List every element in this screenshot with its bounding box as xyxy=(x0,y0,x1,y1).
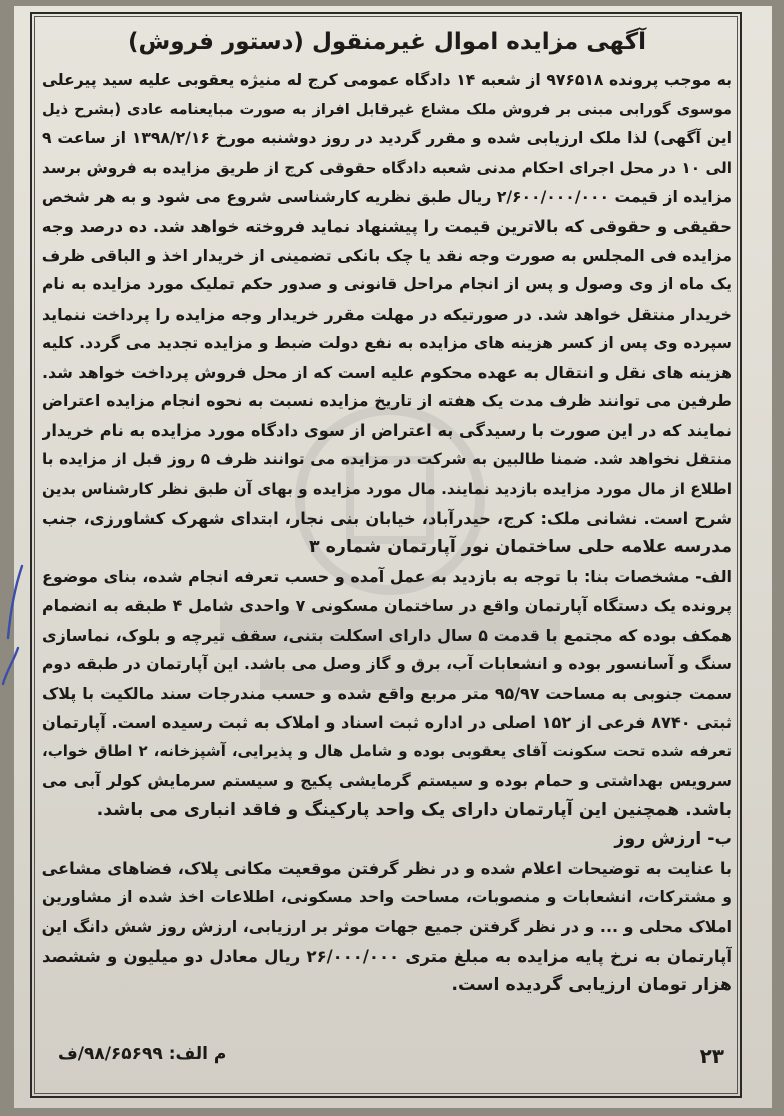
notice-line: مدرسه علامه حلی ساختمان نور آپارتمان شماره ۳ xyxy=(308,537,732,557)
notice-line: هزار تومان ارزیابی گردیده است. xyxy=(451,974,732,995)
notice-line: سمت جنوبی به مساحت ۹۵/۹۷ متر مربع واقع شده و حسب مندرجات سند مالکیت با پلاک xyxy=(42,683,732,703)
notice-line: حقیقی و حقوقی که بالاترین قیمت را پیشنهاد نماید فروخته خواهد شد. ده درصد وجه xyxy=(42,216,732,236)
notice-line: باشد. همچنین این آپارتمان دارای یک واحد پارکینگ و فاقد انباری می باشد. xyxy=(96,799,732,820)
page-number: ۲۳ xyxy=(699,1044,724,1068)
notice-line: الی ۱۰ در محل اجرای احکام مدنی شعبه دادگاه حقوقی کرج از طریق مزایده به فروش برسد xyxy=(42,158,732,177)
notice-line: به موجب پرونده ۹۷۶۵۱۸ از شعبه ۱۴ دادگاه عمومی کرج له منیژه یعقوبی علیه سید پیرعلی xyxy=(42,71,732,89)
notice-line: شرح است. نشانی ملک: کرج، حیدرآباد، خیابان بنی نجار، ابتدای شهرک کشاورزی، جنب xyxy=(42,508,732,528)
notice-line: موسوی گورابی مبنی بر فروش ملک مشاع غیرقابل افراز به صورت مبایعنامه عادی (بشرح ذیل xyxy=(42,101,732,119)
notice-line: نمایند که در این صورت با رسیدگی به اعتراض از سوی دادگاه مورد مزایده به نام خریدار xyxy=(42,421,732,441)
notice-line: اطلاع از مال مورد مزایده بازدید نمایند. مال مورد مزایده و بهای آن طبق نظر کارشناس بدین xyxy=(42,479,732,498)
notice-line: یک ماه از وی وصول و پس از انجام مراحل قانونی و صدور حکم تملیک مورد مزایده به نام xyxy=(42,275,732,294)
notice-line: الف- مشخصات بنا: با توجه به بازدید به عمل آمده و حسب تعرفه انجام شده، بنای موضوع xyxy=(42,567,732,587)
notice-line: آپارتمان به نرخ پایه مزایده به مبلغ متری ۲۶/۰۰۰/۰۰۰ ریال معادل دو میلیون و ششصد xyxy=(42,946,732,966)
notice-line: پرونده یک دستگاه آپارتمان واقع در ساختمان مسکونی ۷ واحدی شامل ۴ طبقه به انضمام xyxy=(42,596,732,616)
notice-line: مزایده فی المجلس به صورت وجه نقد یا چک بانکی تضمینی از خریدار اخذ و الباقی ظرف xyxy=(42,246,732,266)
notice-body xyxy=(42,66,732,1000)
notice-line: همکف بوده که مجتمع با قدمت ۵ سال دارای اسکلت بتنی، سقف تیرچه و بلوک، نماسازی xyxy=(42,625,732,645)
notice-title: آگهی مزایده اموال غیرمنقول (دستور فروش) xyxy=(128,29,646,55)
section-heading: ب- ارزش روز xyxy=(614,828,732,849)
notice-line: با عنایت به توضیحات اعلام شده و در نظر گرفتن موقعیت مکانی پلاک، فضاهای مشاعی xyxy=(42,859,732,879)
notice-line: مزایده از قیمت ۲/۶۰۰/۰۰۰/۰۰۰ ریال طبق نظریه کارشناسی شروع می شود و به هر شخص xyxy=(42,187,732,206)
notice-line: طرفین می توانند ظرف مدت یک هفته از تاریخ مزایده نسبت به نحوه انجام مزایده اعتراض xyxy=(42,392,732,411)
pen-mark xyxy=(0,560,30,690)
notice-line: خریدار منتقل خواهد شد. در صورتیکه در مهلت مقرر خریدار وجه مزایده را پرداخت ننماید xyxy=(42,304,732,324)
notice-line: منتقل نخواهد شد. ضمنا طالبین به شرکت در مزایده می توانند ظرف ۵ روز قبل از مزایده با xyxy=(42,450,732,469)
notice-line: ثبتی ۸۷۴۰ فرعی از ۱۵۲ اصلی در اداره ثبت اسناد و املاک به ثبت رسیده است. آپارتمان xyxy=(42,713,732,733)
notice-line: سرویس بهداشتی و حمام بوده و سیستم گرمایشی پکیج و سیستم سرمایش کولر آبی می xyxy=(42,771,732,790)
notice-line: و مشترکات، انشعابات و منصوبات، مساحت واحد مسکونی، اطلاعات اخذ شده از مشاورین xyxy=(42,888,732,907)
notice-line: هزینه های نقل و انتقال به عهده محکوم علیه است که از محل فروش پرداخت خواهد شد. xyxy=(42,362,732,382)
notice-line: تعرفه شده تحت سکونت آقای یعقوبی بوده و شامل هال و پذیرایی، آشپزخانه، ۲ اطاق خواب، xyxy=(42,742,732,761)
notice-line: این آگهی) لذا ملک ارزیابی شده و مقرر گردید در روز دوشنبه مورخ ۱۳۹۸/۲/۱۶ از ساعت ۹ xyxy=(42,129,732,148)
reference-number: م الف: ۹۸/۶۵۶۹۹/ف xyxy=(58,1044,227,1064)
notice-line: سنگ و آسانسور بوده و انشعابات آب، برق و گاز وصل می باشد. این آپارتمان در طبقه دوم xyxy=(42,654,732,673)
notice-line: سپرده وی پس از کسر هزینه های مزایده به نفع دولت ضبط و مزایده تجدید می گردد. کلیه xyxy=(42,333,732,352)
notice-line: املاک محلی و ... و در نظر گرفتن جمیع جهات موثر بر ارزیابی، ارزش روز شش دانگ این xyxy=(42,917,732,937)
